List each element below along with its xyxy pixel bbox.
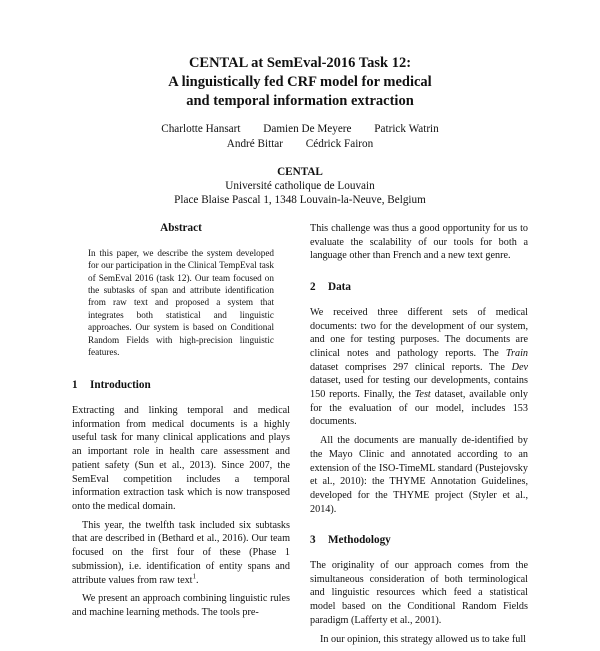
title-line-3: and temporal information extraction (186, 93, 414, 109)
dataset-name-dev: Dev (511, 361, 528, 373)
section-title: Introduction (90, 379, 151, 392)
author-name: Patrick Watrin (374, 123, 439, 135)
section-number: 1 (72, 379, 78, 392)
paragraph-end: . (196, 574, 199, 586)
title-line-1: CENTAL at SemEval-2016 Task 12: (188, 55, 412, 71)
author-row-2 (0, 137, 600, 152)
author-row-1 (0, 122, 600, 137)
author-name: Damien De Meyere (263, 123, 352, 135)
section-number: 3 (310, 534, 316, 547)
affiliation-address: Place Blaise Pascal 1, 1348 Louvain-la-Neuve, Belgium (174, 194, 426, 206)
footnote-marker: 1 (192, 572, 197, 581)
author-name: Charlotte Hansart (161, 123, 241, 135)
paper-title (0, 54, 600, 111)
paragraph-text: This year, the twelfth task included six subtasks that are described in (Bethard et al., 2016). Our team focused on the first four of these (Phase 1 submission), i.e. identification of entity spans and attribute values from raw text (72, 519, 290, 586)
paragraph-text: dataset, used for testing our developments, contains 150 reports. Finally, the (310, 375, 528, 401)
author-name: André Bittar (226, 138, 283, 150)
paragraph: This challenge was thus a good opportunity for us to evaluate the scalability of our tools for both a language other than French and a new text genre. (310, 223, 528, 262)
paragraph (310, 306, 528, 429)
section-title: Methodology (328, 534, 391, 547)
section-title: Data (328, 281, 351, 294)
section-heading-introduction (72, 379, 290, 393)
paragraph (72, 519, 290, 588)
paragraph-text: We received three different sets of medical documents: two for the development of our system, and one for testing purposes. The documents are clinical notes and pathology reports. The (310, 306, 528, 359)
paragraph: All the documents are manually de-identified by the Mayo Clinic and annotated according to an extension of the ISO-TimeML standard (Pustejovsky et al., 2010): the THYME Annotation Guidelines, developed for the THYME project (Styler et al., 2014). (310, 435, 528, 515)
section-heading-data (310, 281, 528, 295)
section-heading-methodology (310, 534, 528, 548)
paragraph: Extracting and linking temporal and medical information from medical documents is a highly useful task for many clinical applications and plays an important role in health care assessment and patient safety (Sun et al., 2013). Since 2007, the SemEval competition includes a temporal information extraction task which is now transposed onto the medical domain. (72, 405, 290, 512)
author-name: Cédrick Fairon (305, 138, 374, 150)
paragraph: In our opinion, this strategy allowed us to take full (320, 633, 526, 645)
paragraph: The originality of our approach comes from the simultaneous consideration of both terminological and linguistic resources which feed a statistical model based on the Conditional Random Fields paradigm (Lafferty et al., 2001). (310, 560, 528, 626)
title-line-2: A linguistically fed CRF model for medical (168, 74, 432, 90)
left-column (72, 222, 290, 625)
affiliation-university: Université catholique de Louvain (225, 180, 375, 192)
paragraph-text: dataset, available only for the evaluation of our model, includes 153 documents. (310, 389, 528, 428)
paragraph: We present an approach combining linguistic rules and machine learning methods. The tools pre- (72, 593, 290, 618)
abstract-text: In this paper, we describe the system developed for our participation in the Clinical TempEval task of SemEval 2016 (task 12). Our team focused on the subtasks of span and attribute identification from raw text and proposed a system that integrates both statistical and linguistic approaches. Our system is based on Conditional Random Fields with high-precision linguistic features. (88, 247, 274, 357)
paragraph-text: dataset comprises 297 clinical reports. The (310, 361, 512, 373)
section-number: 2 (310, 281, 316, 294)
author-list (0, 122, 600, 152)
affiliation-org: CENTAL (277, 166, 323, 178)
abstract-heading: Abstract (160, 222, 202, 234)
right-column (310, 222, 528, 651)
dataset-name-train: Train (505, 347, 528, 359)
dataset-name-test: Test (414, 389, 431, 401)
affiliation (0, 165, 600, 207)
